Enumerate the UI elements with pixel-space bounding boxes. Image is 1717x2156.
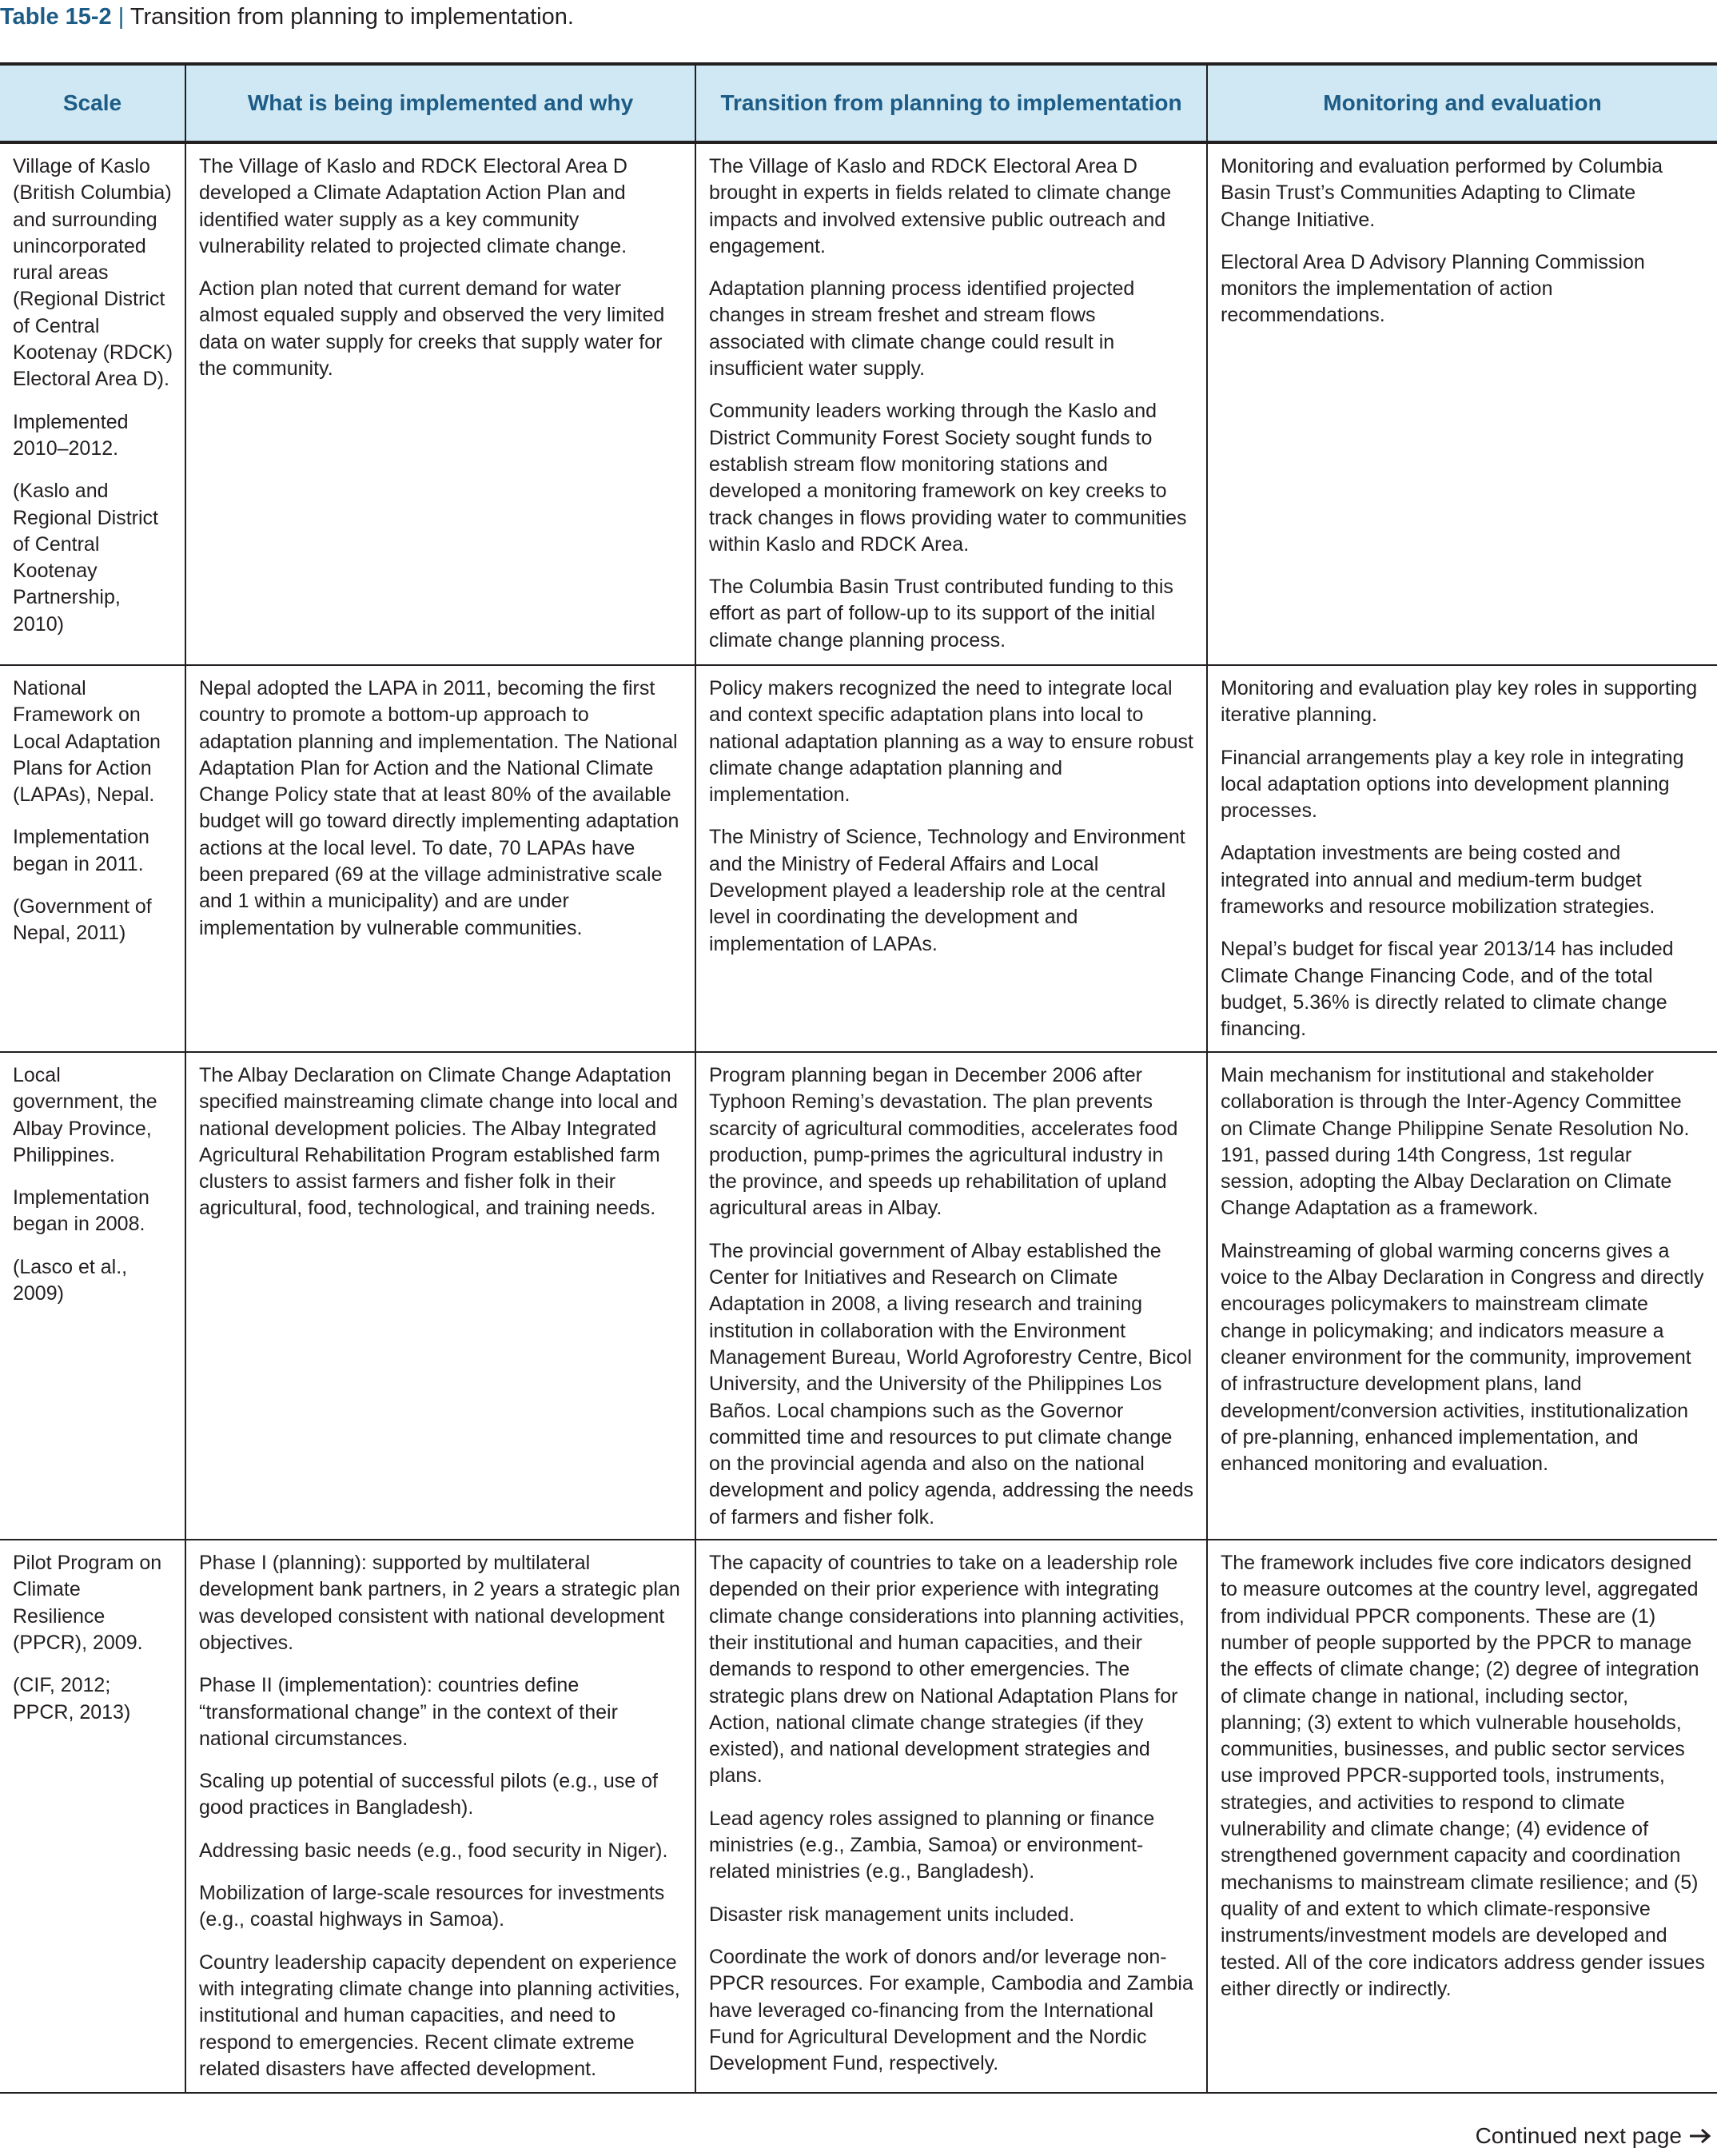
transition-text: Program planning began in December 2006 after Typhoon Reming’s devastation. The plan prevents scarcity of agricultural commodities, accelerates food production, pump-primes the agricultural industry in the province, and speeds up rehabilitation of upland agricultural areas in Albay. (709, 1064, 1178, 1220)
scale-text: (Lasco et al., 2009) (13, 1255, 128, 1305)
transition-text: Adaptation planning process identified projected changes in stream freshet and stream flows associated with climate change could result in insufficient water supply. (709, 277, 1135, 381)
scale-text: National Framework on Local Adaptation Plans for Action (LAPAs), Nepal. (13, 677, 161, 807)
scale-text: Local government, the Albay Province, Philippines. (13, 1064, 157, 1166)
scale-text: (Kaslo and Regional District of Central Kootenay Partnership, 2010) (13, 480, 159, 636)
caption-separator: | (118, 4, 125, 30)
transition-text: Disaster risk management units included. (709, 1903, 1075, 1926)
header-monitoring: Monitoring and evaluation (1207, 64, 1717, 142)
transition-text: The Columbia Basin Trust contributed funding to this effort as part of follow-up to its support of the initial climate change planning process. (709, 576, 1173, 652)
monitoring-text: Adaptation investments are being costed and integrated into annual and medium-term budget frameworks and resource mobilization strategies. (1221, 842, 1655, 919)
cell-transition (695, 665, 1207, 1052)
transition-text: The Ministry of Science, Technology and Environment and the Ministry of Federal Affairs and Local Development played a leadership role at the central level in coordinating the development and implementation of LAPAs. (709, 826, 1185, 955)
transition-text: The provincial government of Albay established the Center for Initiatives and Research on Climate Adaptation in 2008, a living research and training institution in collaboration with the Environment Management Bureau, World Agroforestry Centre, Bicol University, and the University of the Philippines Los Baños. Local champions such as the Governor committed time and resources to put climate change on the provincial agenda and also on the national development and policy agenda, addressing the needs of farmers and fisher folk. (709, 1239, 1193, 1528)
arrow-right-icon (1688, 2127, 1712, 2145)
cell-what (185, 665, 695, 1052)
scale-text: Implemented 2010–2012. (13, 410, 129, 460)
cell-monitoring (1207, 1540, 1717, 2093)
table-number: Table 15-2 (0, 4, 112, 30)
cell-what (185, 1052, 695, 1540)
transition-table (0, 62, 1717, 2094)
transition-text: Coordinate the work of donors and/or leverage non-PPCR resources. For example, Cambodia and Zambia have leveraged co-financing from the International Fund for Agricultural Development and the Nordic Development Fund, respectively. (709, 1945, 1193, 2075)
cell-transition (695, 142, 1207, 665)
monitoring-text: Financial arrangements play a key role in integrating local adaptation options into development planning processes. (1221, 746, 1684, 823)
scale-text: (CIF, 2012; PPCR, 2013) (13, 1674, 131, 1724)
monitoring-text: Monitoring and evaluation play key roles in supporting iterative planning. (1221, 677, 1698, 727)
monitoring-text: Monitoring and evaluation performed by Columbia Basin Trust’s Communities Adapting to Climate Change Initiative. (1221, 155, 1663, 231)
scale-text: Pilot Program on Climate Resilience (PPCR), 2009. (13, 1552, 162, 1654)
cell-scale (0, 1540, 185, 2093)
what-text: The Village of Kaslo and RDCK Electoral Area D developed a Climate Adaptation Action Plan and identified water supply as a key community vulnerability related to projected climate change. (199, 155, 627, 257)
cell-what (185, 142, 695, 665)
what-text: Nepal adopted the LAPA in 2011, becoming the first country to promote a bottom-up approach to adaptation planning and implementation. The National Adaptation Plan for Action and the National Climate Change Policy state that at least 80% of the available budget will go toward directly implementing adaptation actions at the local level. To date, 70 LAPAs have been prepared (69 at the village administrative scale and 1 within a municipality) and are under implementation by vulnerable communities. (199, 677, 679, 939)
transition-text: The capacity of countries to take on a leadership role depended on their prior experience with integrating climate change considerations into planning activities, their institutional and human capacities, and their demands to respond to other emergencies. The strategic plans drew on National Adaptation Plans for Action, national climate change strategies (if they existed), and national development strategies and plans. (709, 1552, 1185, 1787)
scale-text: Implementation began in 2011. (13, 826, 149, 875)
continued-label: Continued next page (1475, 2123, 1682, 2148)
monitoring-text: Mainstreaming of global warming concerns gives a voice to the Albay Declaration in Congress and directly encourages policymakers to mainstream climate change in policymaking; and indicators measure a cleaner environment for the community, improvement of infrastructure development plans, land development/conversion activities, institutionalization of pre-planning, enhanced implementation, and enhanced monitoring and evaluation. (1221, 1239, 1704, 1476)
table-caption (0, 2, 574, 32)
cell-what (185, 1540, 695, 2093)
table-row-ppcr (0, 1540, 1717, 2093)
transition-text: Community leaders working through the Kaslo and District Community Forest Society sought funds to establish stream flow monitoring stations and developed a monitoring framework on key creeks to track changes in flows providing water to communities within Kaslo and RDCK Area. (709, 400, 1187, 556)
header-what-implemented: What is being implemented and why (185, 64, 695, 142)
cell-scale (0, 142, 185, 665)
monitoring-text: Electoral Area D Advisory Planning Commission monitors the implementation of action recommendations. (1221, 250, 1645, 327)
table-row-nepal (0, 665, 1717, 1052)
cell-transition (695, 1052, 1207, 1540)
what-text: Country leadership capacity dependent on experience with integrating climate change into planning activities, institutional and human capacities, and need to respond to emergencies. Recent climate extreme related disasters have affected development. (199, 1951, 680, 2080)
table-row-albay (0, 1052, 1717, 1540)
transition-text: Policy makers recognized the need to integrate local and context specific adaptation plans into local to national adaptation planning as a way to ensure robust climate change adaptation planning and implementation. (709, 677, 1193, 807)
scale-text: (Government of Nepal, 2011) (13, 895, 152, 945)
what-text: Phase II (implementation): countries define “transformational change” in the context of their national circumstances. (199, 1674, 618, 1750)
cell-transition (695, 1540, 1207, 2093)
transition-text: The Village of Kaslo and RDCK Electoral Area D brought in experts in fields related to climate change impacts and involved extensive public outreach and engagement. (709, 155, 1172, 257)
what-text: Addressing basic needs (e.g., food security in Niger). (199, 1839, 668, 1862)
cell-monitoring (1207, 142, 1717, 665)
what-text: Scaling up potential of successful pilots (e.g., use of good practices in Bangladesh). (199, 1770, 658, 1819)
cell-monitoring (1207, 1052, 1717, 1540)
continued-next-page (1476, 2122, 1712, 2150)
transition-text: Lead agency roles assigned to planning or finance ministries (e.g., Zambia, Samoa) or environment-related ministries (e.g., Bangladesh). (709, 1807, 1155, 1883)
what-text: Mobilization of large-scale resources for investments (e.g., coastal highways in Samoa). (199, 1882, 665, 1931)
monitoring-text: Main mechanism for institutional and stakeholder collaboration is through the Inter-Agency Committee on Climate Change Philippine Senate Resolution No. 191, passed during 14th Congress, 1st regular session, adopting the Albay Declaration on Climate Change Adaptation as a framework. (1221, 1064, 1690, 1220)
cell-scale (0, 665, 185, 1052)
scale-text: Village of Kaslo (British Columbia) and surrounding unincorporated rural areas (Regional District of Central Kootenay (RDCK) Electoral Area D). (13, 155, 173, 391)
table-title: Transition from planning to implementation. (129, 4, 574, 30)
what-text: The Albay Declaration on Climate Change Adaptation specified mainstreaming climate change into local and national development policies. The Albay Integrated Agricultural Rehabilitation Program established farm clusters to assist farmers and fisher folk in their agricultural, food, technological, and training needs. (199, 1064, 678, 1220)
what-text: Action plan noted that current demand for water almost equaled supply and observed the very limited data on water supply for creeks that supply water for the community. (199, 277, 665, 381)
header-transition: Transition from planning to implementation (695, 64, 1207, 142)
table-row-kaslo (0, 142, 1717, 665)
what-text: Phase I (planning): supported by multilateral development bank partners, in 2 years a strategic plan was developed consistent with national development objectives. (199, 1552, 680, 1654)
monitoring-text: The framework includes five core indicators designed to measure outcomes at the country level, aggregated from individual PPCR components. These are (1) number of people supported by the PPCR to manage the effects of climate change; (2) degree of integration of climate change in national, including sector, planning; (3) extent to which vulnerable households, communities, businesses, and public sector services use improved PPCR-supported tools, instruments, strategies, and activities to respond to climate vulnerability and climate change; (4) evidence of strengthened government capacity and coordination mechanisms to mainstream climate resilience; and (5) quality of and extent to which climate-responsive instruments/investment models are developed and tested. All of the core indicators address gender issues either directly or indirectly. (1221, 1552, 1705, 2000)
header-scale: Scale (0, 64, 185, 142)
cell-scale (0, 1052, 185, 1540)
scale-text: Implementation began in 2008. (13, 1186, 149, 1236)
table-header-row (0, 64, 1717, 142)
monitoring-text: Nepal’s budget for fiscal year 2013/14 has included Climate Change Financing Code, and of the total budget, 5.36% is directly related to climate change financing. (1221, 938, 1674, 1041)
cell-monitoring (1207, 665, 1717, 1052)
